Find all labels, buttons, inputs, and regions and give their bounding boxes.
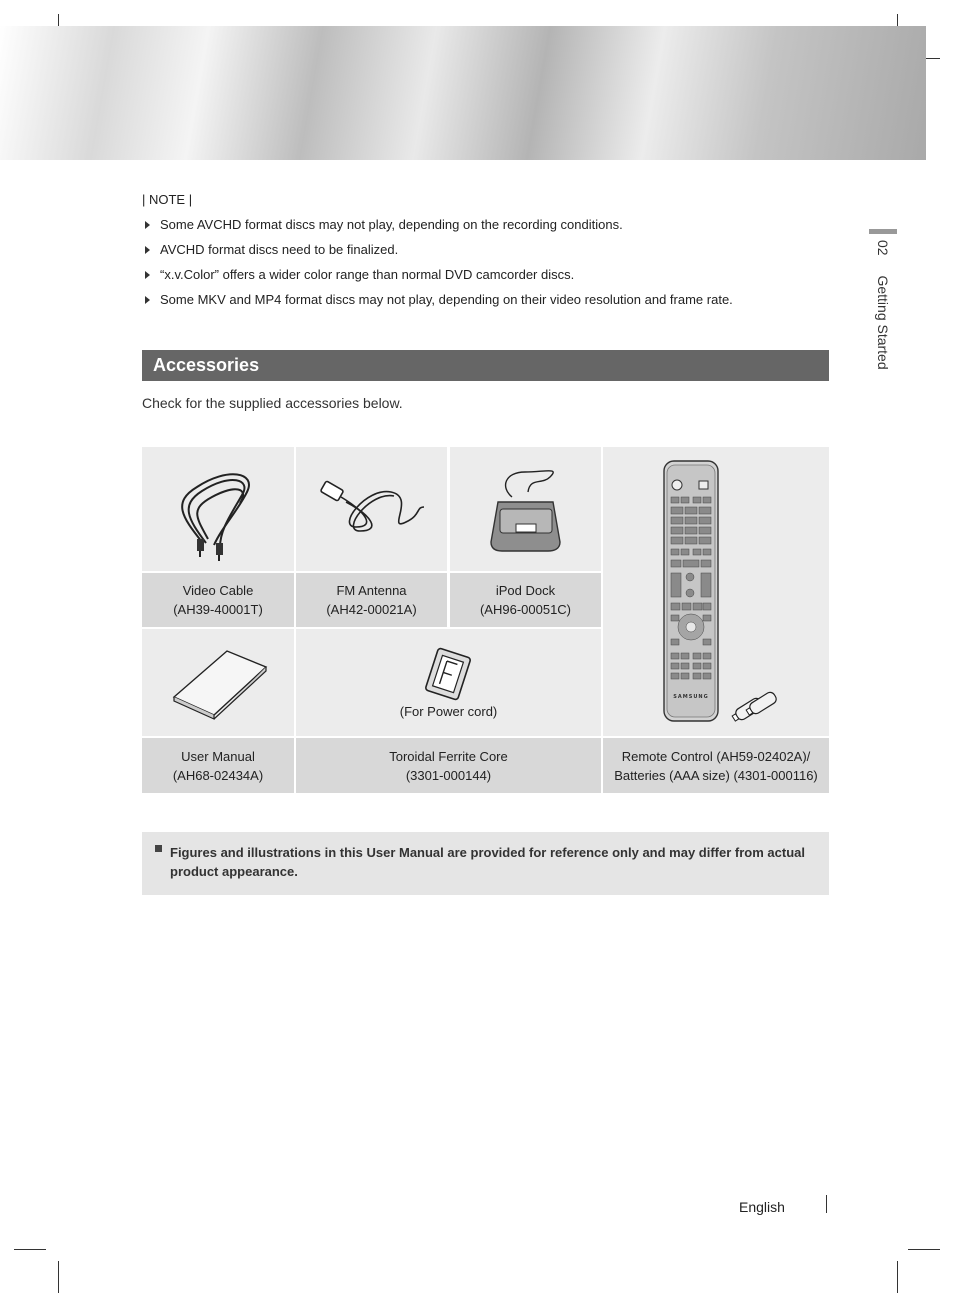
note-item: Some AVCHD format discs may not play, depending on the recording conditions. (142, 216, 822, 241)
note-item: AVCHD format discs need to be finalized. (142, 241, 822, 266)
side-tab-marker (869, 229, 897, 234)
triangle-right-icon (145, 246, 150, 254)
chapter-title: Getting Started (875, 275, 891, 370)
header-banner (0, 26, 926, 160)
remote-control-illustration (603, 447, 829, 736)
ipod-dock-illustration (450, 447, 601, 571)
fm-antenna-image-cell (296, 447, 447, 571)
square-bullet-icon (155, 845, 162, 852)
note-list (142, 216, 822, 316)
crop-mark (14, 1249, 46, 1250)
fm-antenna-label: FM Antenna (AH42-00021A) (296, 573, 447, 627)
footnote-text: Figures and illustrations in this User Manual are provided for reference only and may differ from actual product appearance. (170, 845, 805, 879)
chapter-side-tab (875, 240, 891, 370)
crop-mark (897, 1261, 898, 1293)
triangle-right-icon (145, 271, 150, 279)
video-cable-illustration (142, 447, 294, 571)
note-item: “x.v.Color” offers a wider color range than normal DVD camcorder discs. (142, 266, 822, 291)
section-intro: Check for the supplied accessories below. (142, 395, 403, 411)
user-manual-illustration (142, 629, 294, 736)
ferrite-core-caption: (For Power cord) (399, 704, 498, 719)
triangle-right-icon (145, 221, 150, 229)
crop-mark (58, 1261, 59, 1293)
note-title: | NOTE | (142, 192, 193, 207)
chapter-number: 02 (875, 240, 891, 256)
note-item: Some MKV and MP4 format discs may not play, depending on their video resolution and frame rate. (142, 291, 822, 316)
ferrite-core-label: Toroidal Ferrite Core (3301-000144) (296, 738, 601, 793)
footnote-box (142, 832, 829, 895)
remote-control-label: Remote Control (AH59-02402A)/ Batteries (AAA size) (4301-000116) (603, 738, 829, 793)
footer-separator (826, 1195, 827, 1213)
user-manual-label: User Manual (AH68-02434A) (142, 738, 294, 793)
fm-antenna-illustration (296, 447, 447, 571)
user-manual-image-cell (142, 629, 294, 736)
video-cable-label: Video Cable (AH39-40001T) (142, 573, 294, 627)
remote-control-image-cell (603, 447, 829, 736)
section-heading: Accessories (142, 350, 829, 381)
ferrite-core-illustration (296, 629, 601, 736)
video-cable-image-cell (142, 447, 294, 571)
ipod-dock-image-cell (450, 447, 601, 571)
triangle-right-icon (145, 296, 150, 304)
crop-mark (908, 1249, 940, 1250)
ferrite-core-image-cell (296, 629, 601, 736)
footer-language: English (739, 1199, 785, 1215)
remote-brand-label: SAMSUNG (673, 694, 709, 700)
ipod-dock-label: iPod Dock (AH96-00051C) (450, 573, 601, 627)
